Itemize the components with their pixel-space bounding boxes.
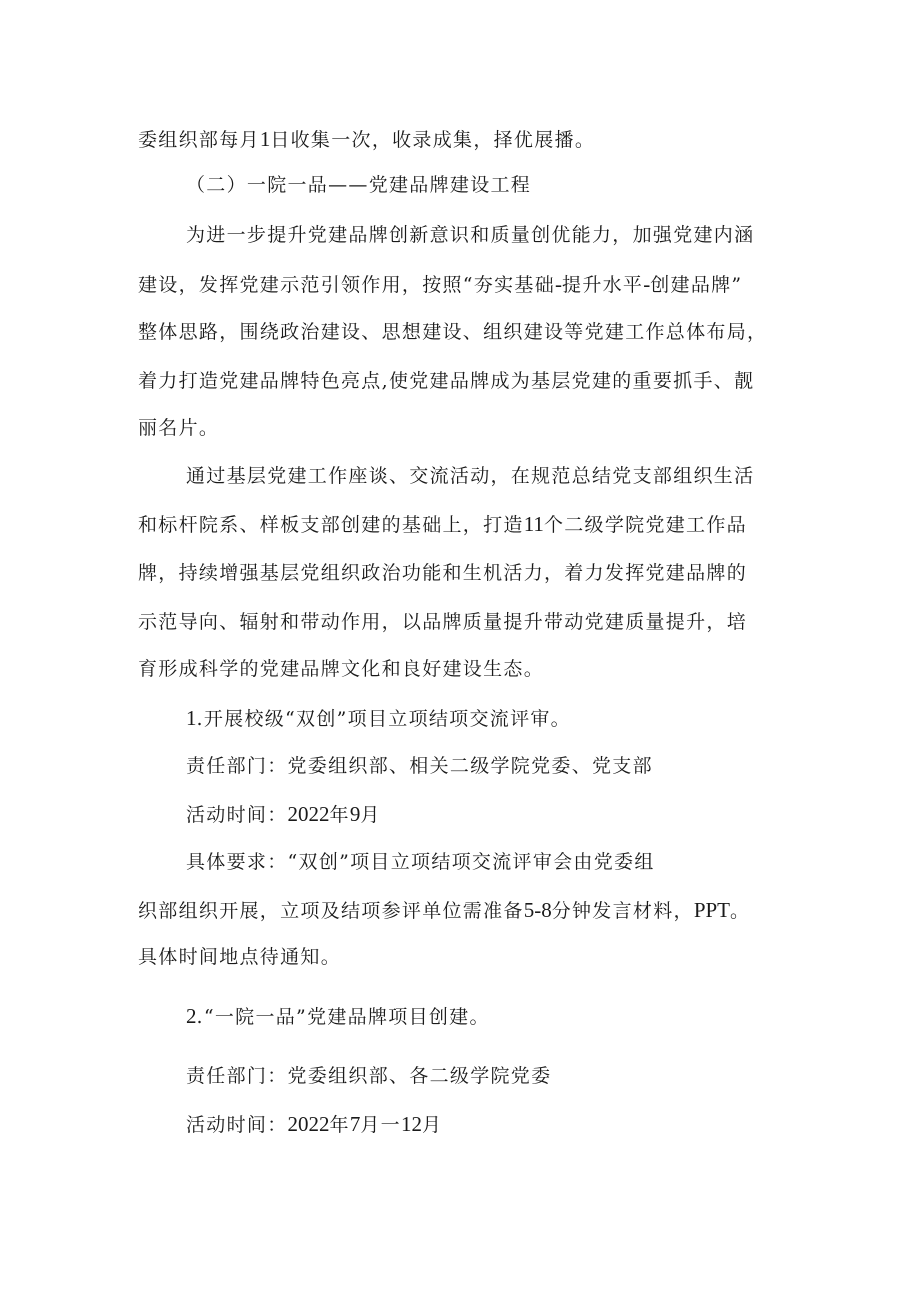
paragraph-1-line-3: 整体思路，围绕政治建设、思想建设、组织建设等党建工作总体布局， [138, 321, 768, 343]
paragraph-1-line-5: 丽名片。 [138, 417, 220, 439]
paragraph-2-line-1: 通过基层党建工作座谈、交流活动，在规范总结党支部组织生活 [186, 465, 755, 487]
item-1-requirement-line-2: 织部组织开展，立项及结项参评单位需准备5-8分钟发言材料，PPT。 [138, 898, 751, 922]
section-heading: （二）一院一品——党建品牌建设工程 [186, 174, 532, 196]
paragraph-2-line-4: 示范导向、辐射和带动作用，以品牌质量提升带动党建质量提升，培 [138, 611, 748, 633]
item-1-activity-time: 活动时间：2022年9月 [186, 802, 381, 826]
item-1-requirement-line-1: 具体要求：“双创”项目立项结项交流评审会由党委组 [186, 851, 655, 873]
item-2-title: 2.“一院一品”党建品牌项目创建。 [186, 1004, 490, 1028]
item-2-responsible-dept: 责任部门：党委组织部、各二级学院党委 [186, 1065, 552, 1087]
paragraph-1-line-2: 建设，发挥党建示范引领作用，按照“夯实基础-提升水平-创建品牌” [138, 272, 743, 296]
paragraph-1-line-1: 为进一步提升党建品牌创新意识和质量创优能力，加强党建内涵 [186, 224, 755, 246]
paragraph-2-line-5: 育形成科学的党建品牌文化和良好建设生态。 [138, 658, 545, 680]
paragraph-intro-line-1: 委组织部每月1日收集一次，收录成集，择优展播。 [138, 127, 596, 151]
item-1-requirement-line-3: 具体时间地点待通知。 [138, 946, 342, 968]
item-1-title: 1.开展校级“双创”项目立项结项交流评审。 [186, 706, 571, 730]
paragraph-1-line-4: 着力打造党建品牌特色亮点,使党建品牌成为基层党建的重要抓手、靓 [138, 370, 755, 392]
item-1-responsible-dept: 责任部门：党委组织部、相关二级学院党委、党支部 [186, 755, 653, 777]
paragraph-2-line-3: 牌，持续增强基层党组织政治功能和生机活力，着力发挥党建品牌的 [138, 562, 748, 584]
paragraph-2-line-2: 和标杆院系、样板支部创建的基础上，打造11个二级学院党建工作品 [138, 512, 747, 536]
item-2-activity-time: 活动时间：2022年7月一12月 [186, 1112, 443, 1136]
